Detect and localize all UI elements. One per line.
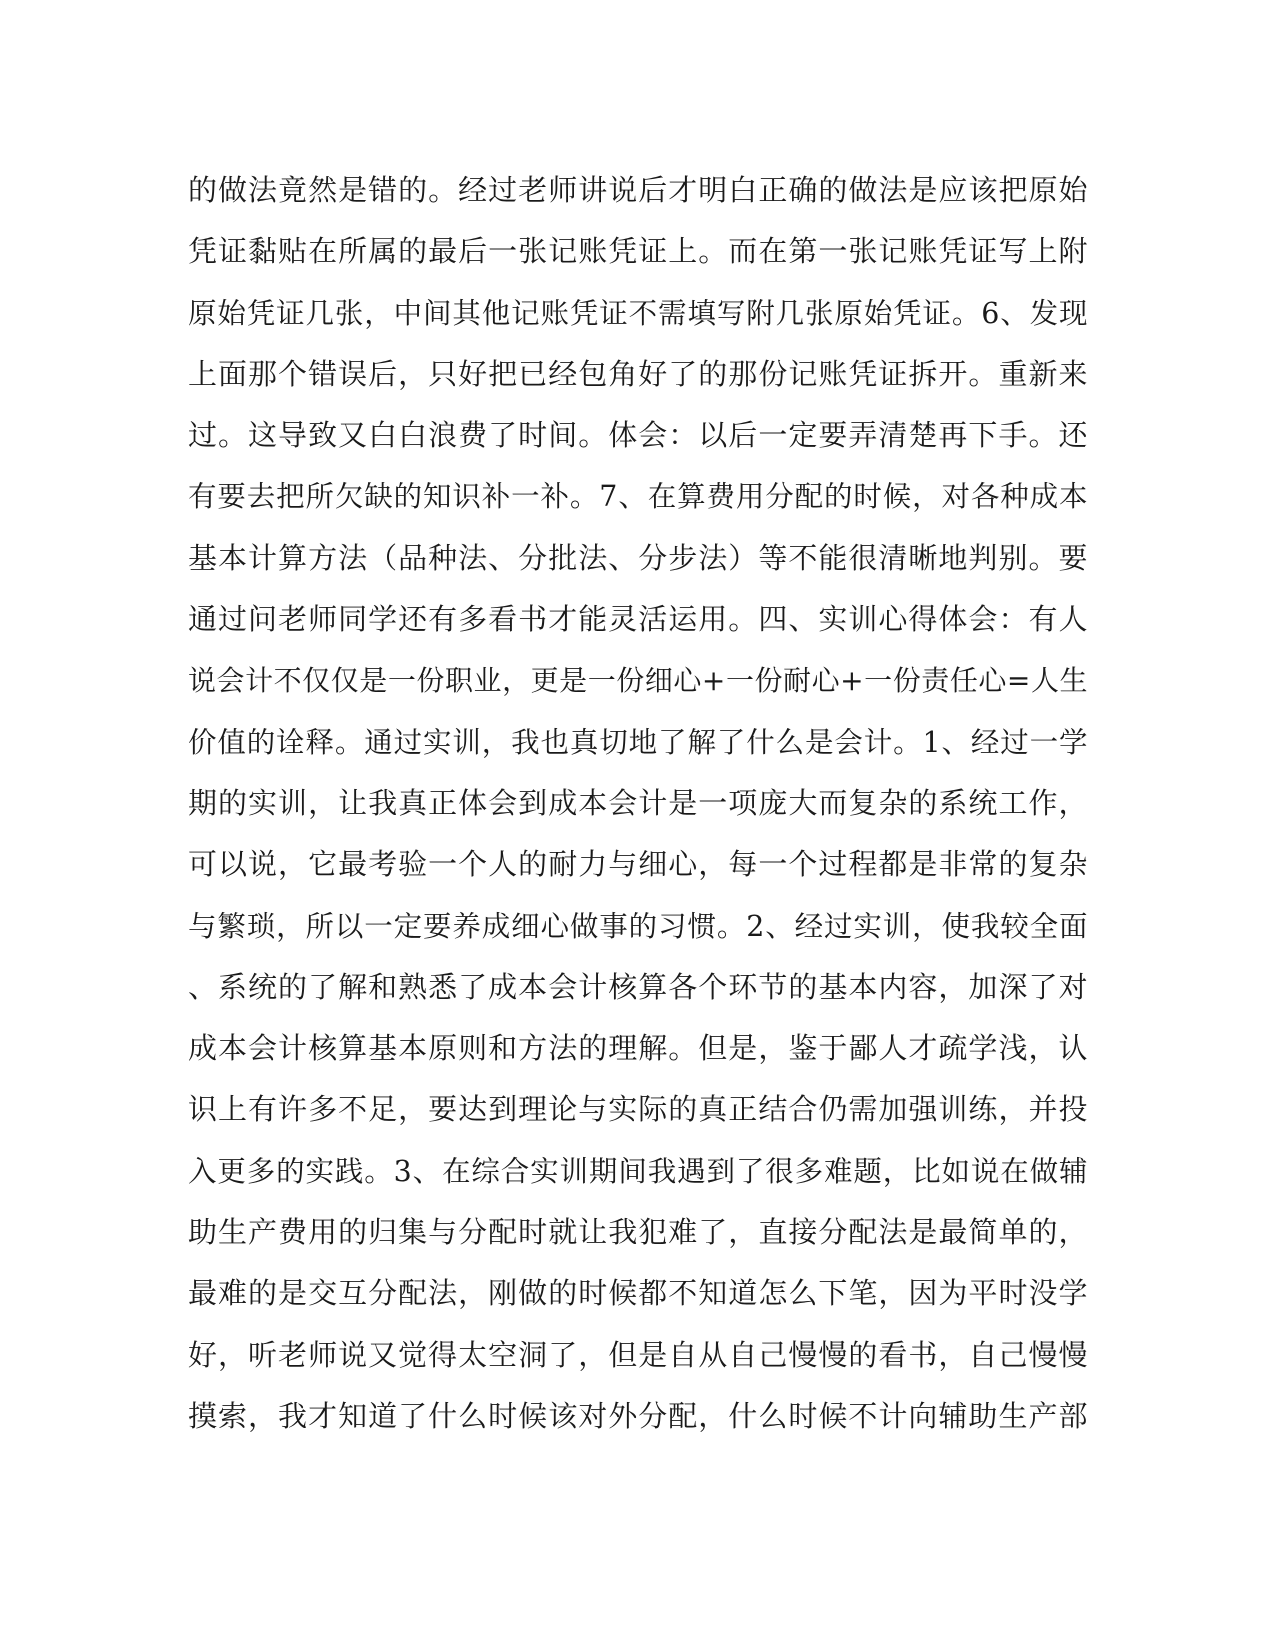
text-line: 最难的是交互分配法，刚做的时候都不知道怎么下笔，因为平时没学 xyxy=(188,1276,1088,1311)
text-line: 助生产费用的归集与分配时就让我犯难了，直接分配法是最简单的， xyxy=(188,1215,1088,1250)
text-line: 与繁琐，所以一定要养成细心做事的习惯。2、经过实训，使我较全面 xyxy=(188,909,1088,943)
text-line: 通过问老师同学还有多看书才能灵活运用。四、实训心得体会：有人 xyxy=(188,602,1088,637)
text-line: 过。这导致又白白浪费了时间。体会：以后一定要弄清楚再下手。还 xyxy=(188,418,1088,453)
text-line: 摸索，我才知道了什么时候该对外分配，什么时候不计向辅助生产部 xyxy=(188,1398,1088,1433)
text-line: 识上有许多不足，要达到理论与实际的真正结合仍需加强训练，并投 xyxy=(188,1092,1088,1127)
text-line: 基本计算方法（品种法、分批法、分步法）等不能很清晰地判别。要 xyxy=(188,540,1088,575)
text-line: 的做法竟然是错的。经过老师讲说后才明白正确的做法是应该把原始 xyxy=(188,173,1088,207)
text-line: 可以说，它最考验一个人的耐力与细心，每一个过程都是非常的复杂 xyxy=(188,847,1088,882)
text-line: 期的实训，让我真正体会到成本会计是一项庞大而复杂的系统工作， xyxy=(188,785,1088,820)
text-line: 、系统的了解和熟悉了成本会计核算各个环节的基本内容，加深了对 xyxy=(188,969,1088,1004)
body-text xyxy=(188,160,1088,1447)
text-line: 凭证黏贴在所属的最后一张记账凭证上。而在第一张记账凭证写上附 xyxy=(188,234,1088,269)
text-line: 有要去把所欠缺的知识补一补。7、在算费用分配的时候，对各种成本 xyxy=(188,480,1088,514)
text-line: 成本会计核算基本原则和方法的理解。但是，鉴于鄙人才疏学浅，认 xyxy=(188,1031,1088,1066)
text-line: 好，听老师说又觉得太空洞了，但是自从自己慢慢的看书，自己慢慢 xyxy=(188,1337,1088,1372)
text-line: 说会计不仅仅是一份职业，更是一份细心+一份耐心+一份责任心=人生 xyxy=(188,664,1088,698)
text-line: 入更多的实践。3、在综合实训期间我遇到了很多难题，比如说在做辅 xyxy=(188,1154,1088,1188)
text-line: 价值的诠释。通过实训，我也真切地了解了什么是会计。1、经过一学 xyxy=(188,725,1088,759)
text-line: 原始凭证几张，中间其他记账凭证不需填写附几张原始凭证。6、发现 xyxy=(188,296,1088,330)
text-line: 上面那个错误后，只好把已经包角好了的那份记账凭证拆开。重新来 xyxy=(188,356,1088,391)
